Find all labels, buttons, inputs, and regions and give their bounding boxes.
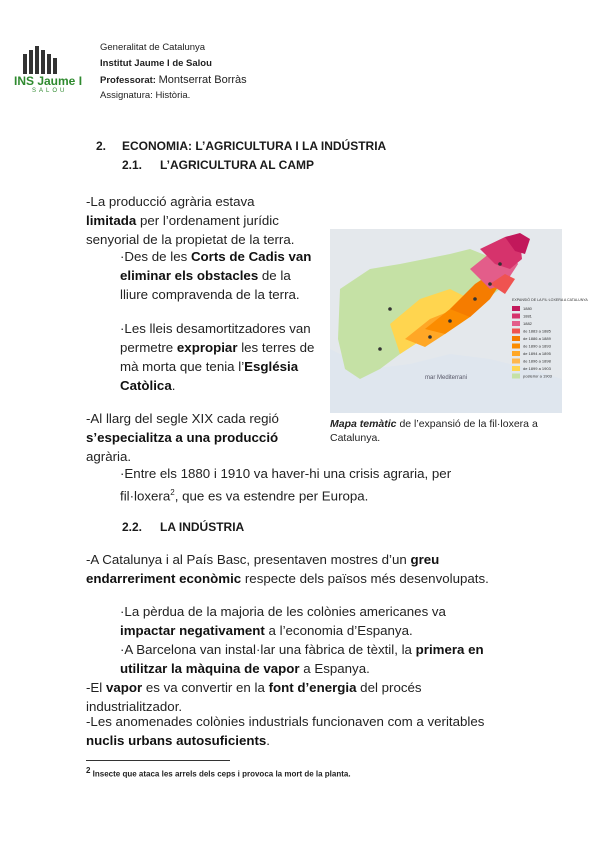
agri-bullet-2: ·Les lleis desamortitzadores van permetre expropiar les terres de mà morta que tenia l’Església Catòlica. <box>120 321 315 393</box>
svg-text:mar Mediterrani: mar Mediterrani <box>425 375 468 381</box>
subsection-2-title: LA INDÚSTRIA <box>160 520 245 534</box>
legend-swatch <box>512 336 520 341</box>
legend-swatch <box>512 359 520 364</box>
legend-label: de 1883 a 1885 <box>523 328 551 334</box>
section-title: ECONOMIA: L’AGRICULTURA I LA INDÚSTRIA <box>122 139 387 153</box>
legend-label: 1882 <box>523 321 532 327</box>
agri-paragraph-2: -Al llarg del segle XIX cada regió s’especialitza a una producció agrària. <box>86 411 279 464</box>
phylloxera-map <box>330 229 588 413</box>
agri-bullet-1: ·Des de les Corts de Cadis van eliminar els obstacles de la lliure compravenda de la terra. <box>120 249 312 302</box>
school-logo-icon <box>22 46 58 74</box>
section-number: 2. <box>96 139 107 153</box>
legend-label: de 1896 a 1898 <box>523 358 551 364</box>
school-logo-place: SALOU <box>32 88 68 94</box>
legend-label: de 1890 a 1893 <box>523 343 551 349</box>
footnote: $^2$ Insecte que ataca les arrels dels ceps i provoca la mort de la planta. <box>86 766 351 779</box>
header-teacher-label: Professorat: <box>100 75 156 86</box>
ind-paragraph-1: -A Catalunya i al País Basc, presentaven mostres d’un greu endarreriment econòmic respecte dels països més desenvolupats. <box>86 552 489 586</box>
agri-bullet-3: ·Entre els 1880 i 1910 va haver-hi una crisis agraria, per fil·loxera$^2$, que es va estendre per Europa. <box>120 466 452 504</box>
header-institution: Generalitat de Catalunya <box>100 42 206 53</box>
legend-label: de 1894 a 1895 <box>523 351 551 357</box>
legend-label: 1880 <box>523 306 532 312</box>
subsection-2-number: 2.2. <box>122 520 143 534</box>
legend-swatch <box>512 344 520 349</box>
map-caption: Mapa temàtic de l’expansió de la fil·loxera a Catalunya. <box>330 418 538 444</box>
footnote-divider <box>86 760 230 761</box>
subsection-1-number: 2.1. <box>122 158 143 172</box>
legend-swatch <box>512 351 520 356</box>
legend-swatch <box>512 366 520 371</box>
legend-swatch <box>512 329 520 334</box>
header-teacher <box>100 72 247 89</box>
legend-label: de 1899 a 1903 <box>523 366 551 372</box>
ind-bullet-2: ·A Barcelona van instal·lar una fàbrica de tèxtil, la primera en utilitzar la màquina de vapor a Espanya. <box>120 642 484 676</box>
svg-text:EXPANSIÓ DE LA FIL·LOXERA A CA: EXPANSIÓ DE LA FIL·LOXERA A CATALUNYA <box>512 298 588 302</box>
legend-swatch <box>512 306 520 311</box>
header-subject: Assignatura: Història. <box>100 90 191 101</box>
ind-bullet-1: ·La pèrdua de la majoria de les colònies americanes va impactar negativament a l’economia d’Espanya. <box>120 604 446 638</box>
ind-paragraph-2: -El vapor es va convertir en la font d’energia del procés industrialitzador. <box>86 680 422 714</box>
phylloxera-map-graphic <box>330 229 588 413</box>
legend-label: posterior a 1903 <box>523 373 552 379</box>
agri-paragraph-1: -La producció agrària estava limitada per l’ordenament jurídic senyorial de la propietat de la terra. <box>86 194 295 247</box>
header-school: Institut Jaume I de Salou <box>100 58 212 69</box>
ind-paragraph-3: -Les anomenades colònies industrials funcionaven com a veritables nuclis urbans autosuficients. <box>86 714 485 748</box>
legend-swatch <box>512 374 520 379</box>
subsection-1-title: L’AGRICULTURA AL CAMP <box>160 158 314 172</box>
legend-label: 1881 <box>523 313 532 319</box>
header-teacher-name: Montserrat Borràs <box>158 74 247 86</box>
legend-swatch <box>512 314 520 319</box>
legend-label: de 1886 a 1889 <box>523 336 551 342</box>
school-logo-name: INS Jaume I <box>14 74 83 88</box>
legend-swatch <box>512 321 520 326</box>
